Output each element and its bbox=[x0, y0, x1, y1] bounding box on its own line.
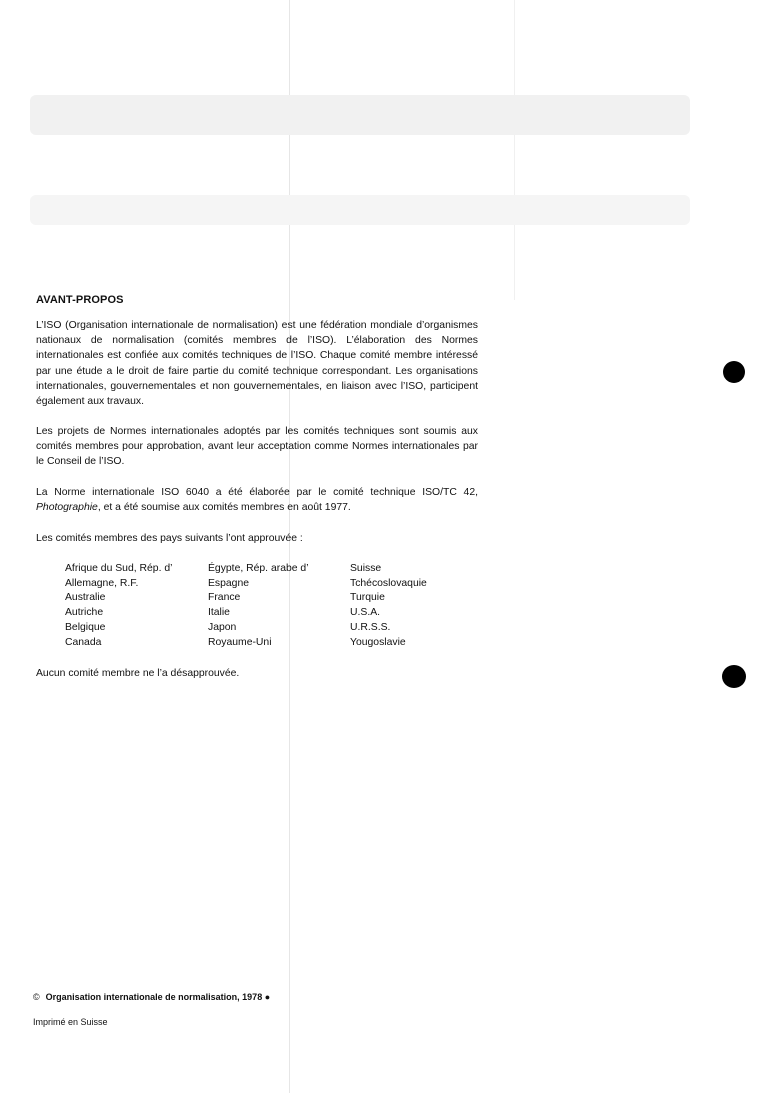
foreword-paragraph-3 bbox=[36, 485, 478, 515]
country-item: Australie bbox=[65, 592, 106, 604]
countries-column-2 bbox=[208, 562, 309, 650]
country-item: U.S.A. bbox=[350, 607, 381, 619]
country-item: Espagne bbox=[208, 577, 250, 589]
approval-intro: Les comités membres des pays suivants l’ont approuvée : bbox=[36, 533, 303, 544]
copyright-text: Organisation internationale de normalisation, 1978 ● bbox=[45, 992, 271, 1002]
foreword-paragraph-2: Les projets de Normes internationales adoptés par les comités techniques sont soumis aux comités membres pour approbation, avant leur acceptation comme Normes internationales par le Conseil de l’ISO. bbox=[36, 426, 478, 468]
country-item: France bbox=[208, 592, 241, 604]
paragraph-3-text: La Norme internationale ISO 6040 a été élaborée par le comité technique ISO/TC 42, bbox=[36, 487, 478, 498]
country-item: Suisse bbox=[350, 563, 382, 574]
scan-smudge bbox=[30, 95, 690, 135]
country-item: Afrique du Sud, Rép. d’ bbox=[65, 563, 173, 574]
scan-fold-line bbox=[514, 0, 515, 300]
foreword-title: AVANT-PROPOS bbox=[36, 294, 124, 306]
countries-column-1 bbox=[65, 562, 172, 650]
country-item: Royaume-Uni bbox=[208, 636, 272, 648]
country-item: Japon bbox=[208, 621, 237, 633]
country-item: Belgique bbox=[65, 621, 106, 633]
country-item: Allemagne, R.F. bbox=[65, 577, 139, 589]
binding-hole-mark bbox=[722, 665, 746, 688]
paragraph-3-text-end: , et a été soumise aux comités membres en août 1977. bbox=[97, 502, 351, 514]
disapproval-note: Aucun comité membre ne l’a désapprouvée. bbox=[36, 668, 240, 679]
country-item: Tchécoslovaquie bbox=[350, 577, 427, 589]
country-item: Autriche bbox=[65, 607, 104, 619]
copyright-icon: © bbox=[33, 992, 40, 1002]
committee-name: Photographie bbox=[36, 502, 98, 514]
countries-column-3 bbox=[350, 562, 427, 650]
country-item: Turquie bbox=[350, 592, 385, 604]
country-item: Égypte, Rép. arabe d’ bbox=[208, 563, 309, 574]
printed-in-note: Imprimé en Suisse bbox=[33, 1017, 108, 1027]
foreword-paragraph-1: L’ISO (Organisation internationale de normalisation) est une fédération mondiale d’organismes nationaux de normalisation (comités membres de l’ISO). L’élaboration des Normes internationales est confiée aux comités techniques de l’ISO. Chaque comité membre intéressé par une étude a le droit de faire partie du comité technique correspondant. Les organisations internationales, gouvernementales et non gouvernementales, en liaison avec l’ISO, participent également aux travaux. bbox=[36, 320, 478, 408]
country-item: Yougoslavie bbox=[350, 636, 406, 648]
scan-fold-line bbox=[289, 0, 290, 1093]
country-item: U.R.S.S. bbox=[350, 621, 391, 633]
scan-smudge bbox=[30, 195, 690, 225]
binding-hole-mark bbox=[723, 361, 745, 383]
country-item: Canada bbox=[65, 636, 102, 648]
copyright-line bbox=[33, 992, 270, 1002]
country-item: Italie bbox=[208, 607, 230, 619]
